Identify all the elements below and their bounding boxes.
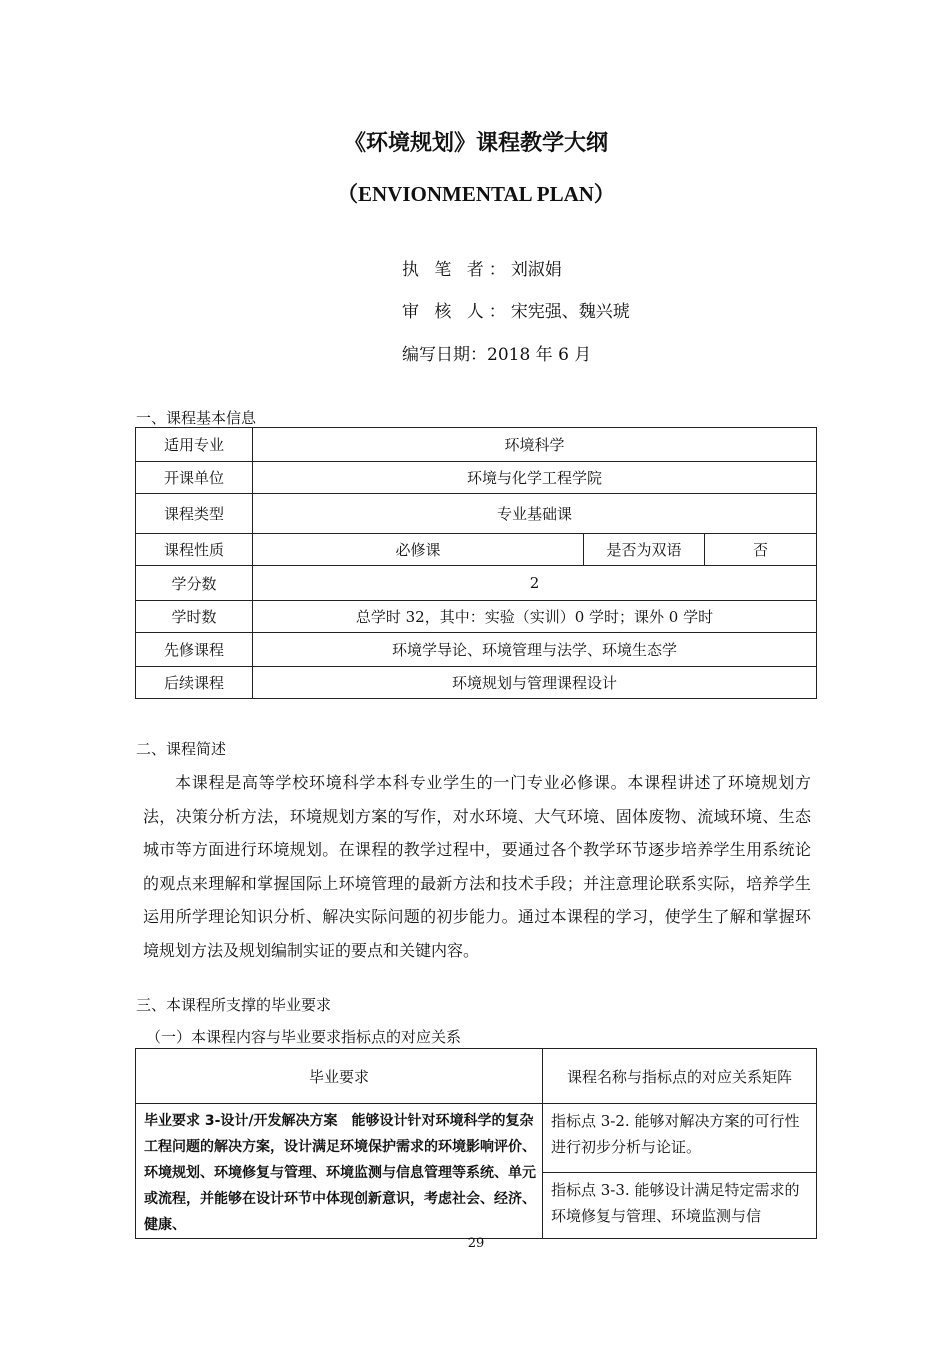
subsection-heading: （一）本课程内容与毕业要求指标点的对应关系 [146,1028,462,1046]
row-label: 学时数 [136,601,253,633]
section-heading-basic-info: 一、课程基本信息 [136,409,257,427]
date-value: 2018 年 6 月 [487,345,592,365]
indicator-cell: 指标点 3-2. 能够对解决方案的可行性进行初步分析与论证。 [543,1104,817,1173]
course-info-table [135,427,817,699]
table-row [136,566,817,601]
author-value: 刘淑娟 [510,260,562,280]
table-row [136,534,817,566]
reviewer-line [402,297,630,322]
requirement-cell: 毕业要求 3-设计/开发解决方案 能够设计针对环境科学的复杂工程问题的解决方案，设计满足环境保护需求的环境影响评价、环境规划、环境修复与管理、环境监测与信息管理等系统、单元或流程，并能够在设计环节中体现创新意识，考虑社会、经济、健康、 [136,1104,543,1239]
table-header-row [136,1049,817,1104]
row-value: 环境规划与管理课程设计 [253,667,817,699]
row-value: 环境与化学工程学院 [253,462,817,494]
course-overview-paragraph: 本课程是高等学校环境科学本科专业学生的一门专业必修课。本课程讲述了环境规划方法，决策分析方法，环境规划方案的写作，对水环境、大气环境、固体废物、流域环境、生态城市等方面进行环境规划。在课程的教学过程中，要通过各个教学环节逐步培养学生用系统论的观点来理解和掌握国际上环境管理的最新方法和技术手段；并注意理论联系实际，培养学生运用所学理论知识分析、解决实际问题的初步能力。通过本课程的学习，使学生了解和掌握环境规划方法及规划编制实证的要点和关键内容。 [143,773,811,960]
section-heading-graduation-requirements: 三、本课程所支撑的毕业要求 [136,996,332,1014]
table-row [136,428,817,462]
col-header-indicator: 课程名称与指标点的对应关系矩阵 [543,1049,817,1104]
table-row [136,462,817,494]
author-line [402,255,562,280]
row-label: 课程性质 [136,534,253,566]
row-label: 适用专业 [136,428,253,462]
date-line [402,340,591,365]
page-subtitle: （ENVIONMENTAL PLAN） [337,182,615,206]
section-heading-overview: 二、课程简述 [136,740,227,758]
table-row [136,667,817,699]
reviewer-label: 审 核 人： [402,302,511,322]
requirements-mapping-table [135,1048,817,1239]
date-label: 编写日期： [402,345,487,365]
row-value: 环境学导论、环境管理与法学、环境生态学 [253,633,817,667]
table-row [136,633,817,667]
row-value: 专业基础课 [253,494,817,534]
table-row [136,1104,817,1173]
reviewer-value: 宋宪强、魏兴琥 [510,302,630,322]
col-header-requirement: 毕业要求 [136,1049,543,1104]
page-title: 《环境规划》课程教学大纲 [343,131,608,156]
row-value: 总学时 32，其中：实验（实训）0 学时；课外 0 学时 [253,601,817,633]
row-value: 必修课 [253,534,584,566]
indicator-cell: 指标点 3-3. 能够设计满足特定需求的环境修复与管理、环境监测与信 [543,1172,817,1238]
row-label-bilingual: 是否为双语 [584,534,705,566]
row-label: 后续课程 [136,667,253,699]
table-row [136,494,817,534]
row-value-bilingual: 否 [705,534,817,566]
row-value: 环境科学 [253,428,817,462]
row-label: 开课单位 [136,462,253,494]
row-label: 先修课程 [136,633,253,667]
table-row [136,601,817,633]
row-value: 2 [253,566,817,601]
row-label: 学分数 [136,566,253,601]
author-label: 执 笔 者： [402,260,511,280]
row-label: 课程类型 [136,494,253,534]
page-number: 29 [467,1236,485,1251]
